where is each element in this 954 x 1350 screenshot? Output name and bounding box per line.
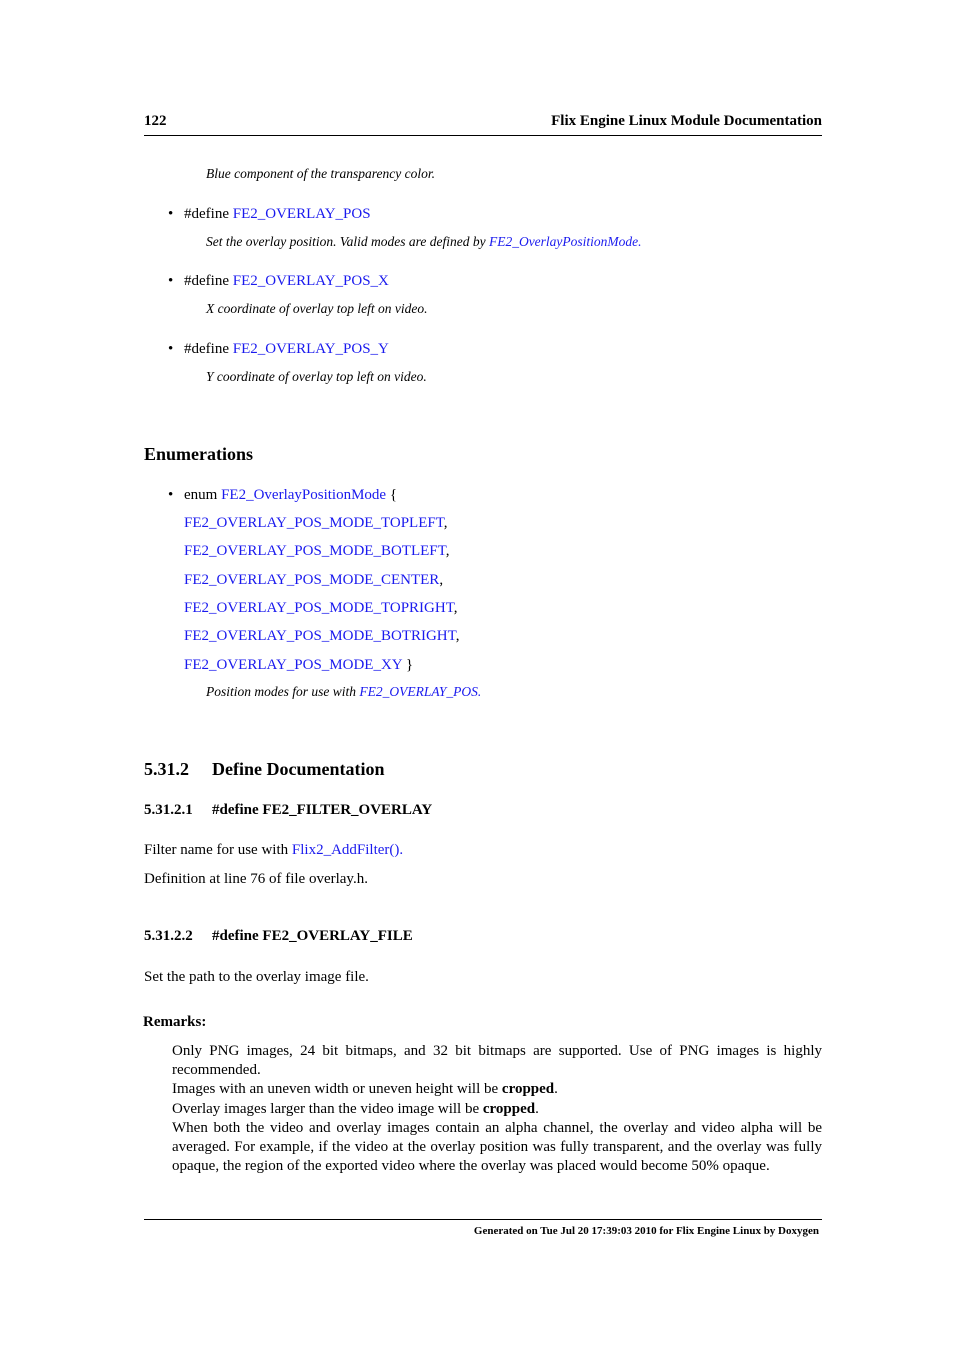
document-page: [144, 0, 822, 1350]
enum-value-topright: [184, 600, 458, 617]
overlay-file-heading: [144, 928, 413, 945]
remarks-period: .: [554, 1081, 558, 1098]
enum-keyword: enum: [184, 487, 222, 503]
subsection-title: #define FE2_OVERLAY_FILE: [212, 928, 413, 944]
remarks-label: Remarks:: [143, 1014, 207, 1030]
enum-value-botright: [184, 628, 459, 645]
desc-text: Set the overlay position. Valid modes are defined by: [206, 234, 489, 249]
document-title: Flix Engine Linux Module Documentation: [551, 113, 822, 129]
blue-component-description: Blue component of the transparency color.: [206, 166, 435, 181]
link-enum-value[interactable]: FE2_OVERLAY_POS_MODE_BOTRIGHT: [184, 628, 456, 644]
comma: ,: [453, 600, 458, 616]
body-period: .: [399, 842, 404, 858]
enumerations-heading: Enumerations: [144, 444, 254, 464]
filter-overlay-text: [144, 842, 403, 859]
remarks-text: Images with an uneven width or uneven height will be: [172, 1081, 502, 1098]
define-keyword: #define: [184, 206, 233, 222]
remarks-paragraph-uneven: [172, 1080, 822, 1099]
define-documentation-heading: [144, 759, 384, 780]
link-flix2-addfilter[interactable]: Flix2_AddFilter(): [291, 842, 400, 858]
enum-open-brace: {: [386, 487, 398, 503]
overlay-pos-y-description: Y coordinate of overlay top left on video.: [206, 369, 427, 384]
remarks-paragraph-png: Only PNG images, 24 bit bitmaps, and 32 bit bitmaps are supported. Use of PNG images is highly recommended.: [172, 1043, 822, 1079]
remarks-text: Overlay images larger than the video image will be: [172, 1100, 483, 1117]
page-number: 122: [144, 113, 167, 129]
link-fe2-overlay-pos-ref[interactable]: FE2_OVERLAY_POS: [359, 684, 478, 699]
subsection-number: 5.31.2.1: [144, 802, 193, 818]
link-enum-value[interactable]: FE2_OVERLAY_POS_MODE_XY: [184, 657, 403, 673]
comma: ,: [439, 572, 444, 588]
link-enum-value[interactable]: FE2_OVERLAY_POS_MODE_TOPLEFT: [184, 515, 444, 531]
subsection-title: #define FE2_FILTER_OVERLAY: [212, 802, 433, 818]
define-item-overlay-pos-y: [168, 341, 389, 358]
desc-text: Position modes for use with: [206, 684, 360, 699]
page-footer: [144, 1219, 822, 1237]
define-keyword: #define: [184, 273, 233, 289]
remarks-paragraph-larger: [172, 1100, 822, 1119]
page-header: [144, 113, 822, 136]
remarks-period: .: [535, 1100, 539, 1117]
remarks-bold: cropped: [501, 1081, 555, 1098]
remarks-paragraph-alpha: When both the video and overlay images contain an alpha channel, the overlay and video alpha will be averaged. For example, if the video at the overlay position was fully transparent, and the overlay was fully opaque, the region of the exported video where the overlay was placed would become 50% opaque.: [172, 1119, 822, 1175]
define-keyword: #define: [184, 341, 233, 357]
bullet-icon: •: [168, 341, 174, 357]
desc-period: .: [477, 684, 482, 699]
link-fe2-overlay-pos-x[interactable]: FE2_OVERLAY_POS_X: [232, 273, 389, 289]
desc-period: .: [638, 234, 642, 249]
enum-value-botleft: [184, 543, 449, 560]
remarks-body: [172, 1042, 822, 1176]
link-fe2-overlay-pos-y[interactable]: FE2_OVERLAY_POS_Y: [232, 341, 389, 357]
subsection-number: 5.31.2.2: [144, 928, 193, 944]
remarks-bold: cropped: [482, 1100, 536, 1117]
link-fe2-overlaypositionmode[interactable]: FE2_OverlayPositionMode: [488, 234, 639, 249]
comma: ,: [443, 515, 448, 531]
overlay-pos-x-description: X coordinate of overlay top left on video.: [206, 301, 428, 316]
enum-value-center: [184, 572, 443, 589]
link-enum-value[interactable]: FE2_OVERLAY_POS_MODE_TOPRIGHT: [184, 600, 454, 616]
bullet-icon: •: [168, 206, 174, 222]
overlay-file-text: Set the path to the overlay image file.: [144, 969, 369, 985]
enum-close-brace: }: [402, 657, 414, 673]
section-number: 5.31.2: [144, 759, 189, 779]
link-enum-value[interactable]: FE2_OVERLAY_POS_MODE_BOTLEFT: [184, 543, 446, 559]
body-text: Filter name for use with: [144, 842, 292, 858]
enum-description: [206, 684, 481, 700]
section-title: Define Documentation: [212, 759, 385, 779]
enum-declaration: [168, 487, 397, 504]
define-item-overlay-pos-x: [168, 273, 389, 290]
overlay-pos-description: [206, 234, 642, 250]
enum-value-xy: [184, 657, 413, 674]
link-enum-fe2-overlaypositionmode[interactable]: FE2_OverlayPositionMode: [221, 487, 387, 503]
link-enum-value[interactable]: FE2_OVERLAY_POS_MODE_CENTER: [184, 572, 440, 588]
bullet-icon: •: [168, 273, 174, 289]
link-fe2-overlay-pos[interactable]: FE2_OVERLAY_POS: [232, 206, 371, 222]
enum-value-topleft: [184, 515, 448, 532]
filter-overlay-definition: Definition at line 76 of file overlay.h.: [144, 871, 368, 887]
define-item-overlay-pos: [168, 206, 371, 223]
footer-generated-text: Generated on Tue Jul 20 17:39:03 2010 for Flix Engine Linux by Doxygen: [473, 1225, 819, 1237]
filter-overlay-heading: [144, 802, 432, 819]
comma: ,: [455, 628, 460, 644]
bullet-icon: •: [168, 487, 174, 503]
comma: ,: [445, 543, 450, 559]
